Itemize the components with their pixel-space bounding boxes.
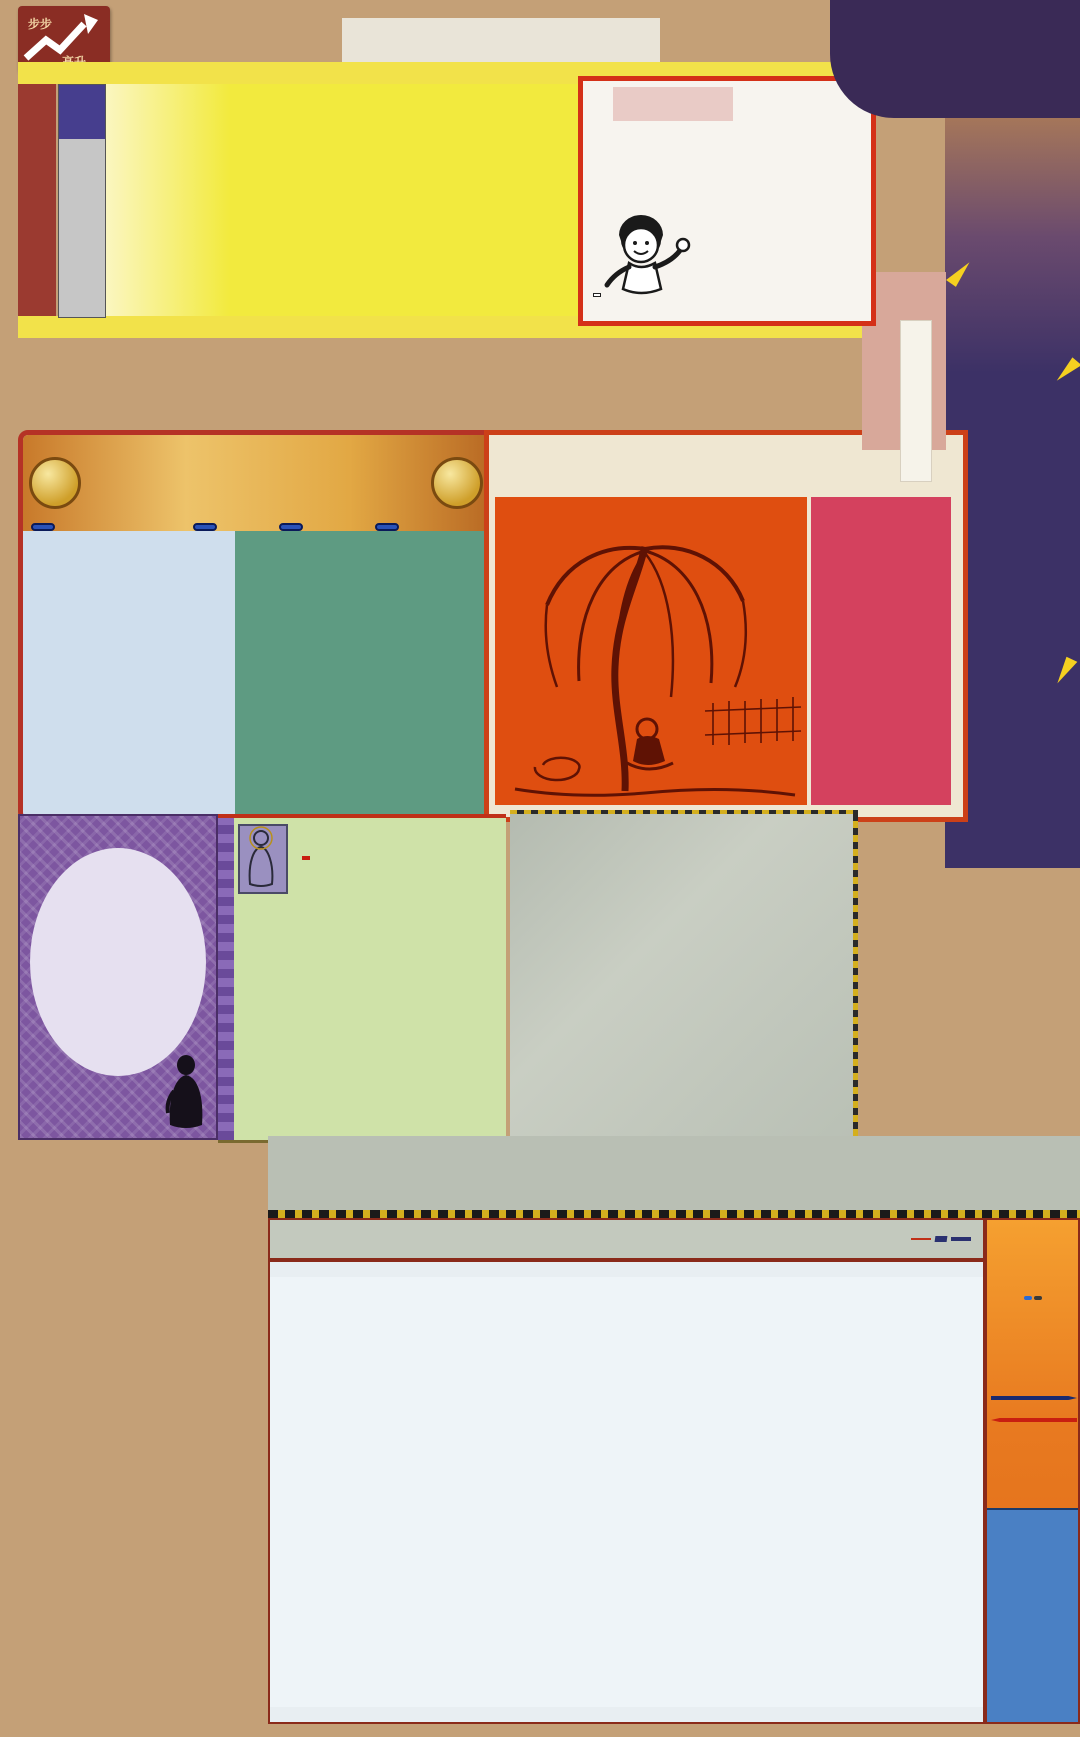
headline-band <box>110 88 154 140</box>
special-number-panel <box>985 1218 1080 1724</box>
ticket-side-strip <box>900 320 932 482</box>
badge-three-colors <box>193 523 217 531</box>
coin-icon <box>29 457 81 509</box>
chart-number-row-top <box>270 1262 983 1277</box>
six-sisters-section <box>18 430 494 822</box>
chart-dashed-border <box>268 1210 1080 1218</box>
trend-chart-grid <box>270 1277 983 1707</box>
heart-numbers-title <box>59 85 105 139</box>
blank-strip <box>268 1136 1080 1210</box>
sisters-header <box>23 435 489 531</box>
masthead-title <box>342 18 660 64</box>
path-label <box>911 1238 931 1240</box>
blue-green-right-badge <box>991 1396 1077 1400</box>
coin-icon <box>431 457 483 509</box>
badge-win-two <box>375 523 399 531</box>
mascot-boy-icon <box>589 209 709 319</box>
right-chip <box>1034 1296 1042 1300</box>
drop-label <box>951 1237 971 1241</box>
left-article <box>23 559 235 741</box>
badge-eldest-miss <box>279 523 303 531</box>
heart-numbers-column <box>58 84 106 318</box>
mark-six-ticket <box>578 76 876 326</box>
right-provide-row <box>235 741 489 745</box>
panel-note <box>987 1508 1078 1724</box>
trend-chart <box>268 1260 985 1724</box>
lot-tag <box>302 856 310 860</box>
ratio-label <box>935 1236 948 1242</box>
lot-65-section <box>218 814 506 1143</box>
svg-text:步步: 步步 <box>28 17 53 31</box>
chart-header <box>268 1218 985 1260</box>
left-chip <box>1024 1296 1032 1300</box>
left-right-row <box>987 1296 1078 1300</box>
badge-second-lady <box>31 523 55 531</box>
mascot-badge <box>593 293 601 297</box>
picture-riddle-tag <box>497 441 551 495</box>
fortune-picture-section <box>484 430 968 822</box>
price-block <box>830 0 1080 118</box>
left-picks-row <box>23 531 235 559</box>
sisters-right-column <box>235 531 489 817</box>
lightning-icon <box>1055 657 1078 687</box>
lightning-icon <box>946 257 972 287</box>
blank-censored-box <box>510 814 858 1136</box>
red-left-badge <box>991 1418 1077 1422</box>
strip-note <box>84 62 100 84</box>
censored-area <box>613 87 733 121</box>
meditation-oval <box>30 848 206 1076</box>
copyright-strip <box>18 84 56 316</box>
sidebar-spacer <box>945 118 1080 236</box>
period-strip <box>218 818 234 1140</box>
chart-number-row-bottom <box>270 1707 983 1722</box>
riddle-drawing <box>495 497 807 805</box>
dotted-border <box>853 814 858 1136</box>
right-article <box>235 559 489 741</box>
ink-figure-icon <box>156 1051 214 1136</box>
meditation-column <box>18 814 218 1140</box>
fortune-poem <box>811 497 951 805</box>
lot-article <box>240 888 500 1136</box>
deity-image <box>238 824 288 894</box>
right-picks-row <box>235 531 489 559</box>
left-provide-row <box>23 741 235 745</box>
lightning-icon <box>1054 357 1080 386</box>
sisters-left-column <box>23 531 235 817</box>
